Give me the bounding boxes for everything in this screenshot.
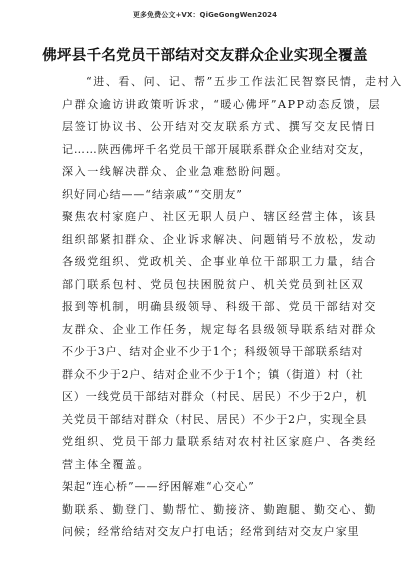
paragraph-line: 党组织、党员干部力量联系结对农村社区家庭户、各类经 (62, 435, 377, 448)
document-body (62, 71, 403, 544)
paragraph-line: 问候；经常给结对交友户打电话；经常到结对交友户家里 (62, 525, 360, 538)
paragraph-line: 营主体全覆盖。 (62, 457, 151, 471)
paragraph-line: 部门联系包村、党员包扶困脱贫户、机关党员到社区双 (62, 277, 365, 291)
paragraph-line: 友群众、企业工作任务，规定每名县级领导联系结对群众 (62, 322, 377, 336)
paragraph-line: 区）一线党员干部结对群众（村民、居民）不少于2户，机 (62, 390, 368, 403)
watermark-header: 更多免费公文+VX：QiGeGongWen2024 (132, 11, 278, 19)
paragraph-line: 各级党组织、党政机关、企事业单位干部职工力量，结合 (62, 255, 377, 268)
paragraph-line: 关党员干部结对群众（村民、居民）不少于2户，实现全县 (62, 412, 368, 426)
document-title: 佛坪县千名党员干部结对交友群众企业实现全覆盖 (42, 48, 368, 64)
paragraph-line: 记……陕西佛坪千名党员干部开展联系群众企业结对交友， (62, 142, 372, 156)
paragraph-line: 不少于3户、结对企业不少于1个；科级领导干部联系结对 (62, 345, 364, 358)
paragraph-line: 组织部紧扣群众、企业诉求解决、问题销号不放松，发动 (62, 232, 377, 246)
section-heading: 架起“连心桥”——纾困解难“心交心” (62, 480, 255, 493)
paragraph-line: “进、看、问、记、帮”五步工作法汇民智察民情，走村入 (86, 75, 403, 88)
paragraph-line: 户群众逾访讲政策听诉求，“暖心佛坪”APP动态反馈，层 (62, 97, 382, 111)
paragraph-line: 聚焦农村家庭户、社区无职人员户、辖区经营主体，该县 (62, 210, 377, 223)
section-heading: 织好同心结——“结亲戚”“交朋友” (62, 187, 243, 201)
paragraph-line: 群众不少于2户、结对企业不少于1个；镇（街道）村（社 (62, 367, 364, 381)
paragraph-line: 报到等机制，明确县级领导、科级干部、党员干部结对交 (62, 300, 377, 313)
paragraph-line: 勤联系、勤登门、勤帮忙、勤接济、勤跑腿、勤交心、勤 (62, 502, 377, 516)
paragraph-line: 深入一线解决群众、企业急难愁盼问题。 (62, 165, 289, 178)
paragraph-line: 层签订协议书、公开结对交友联系方式、撰写交友民情日 (62, 120, 377, 133)
